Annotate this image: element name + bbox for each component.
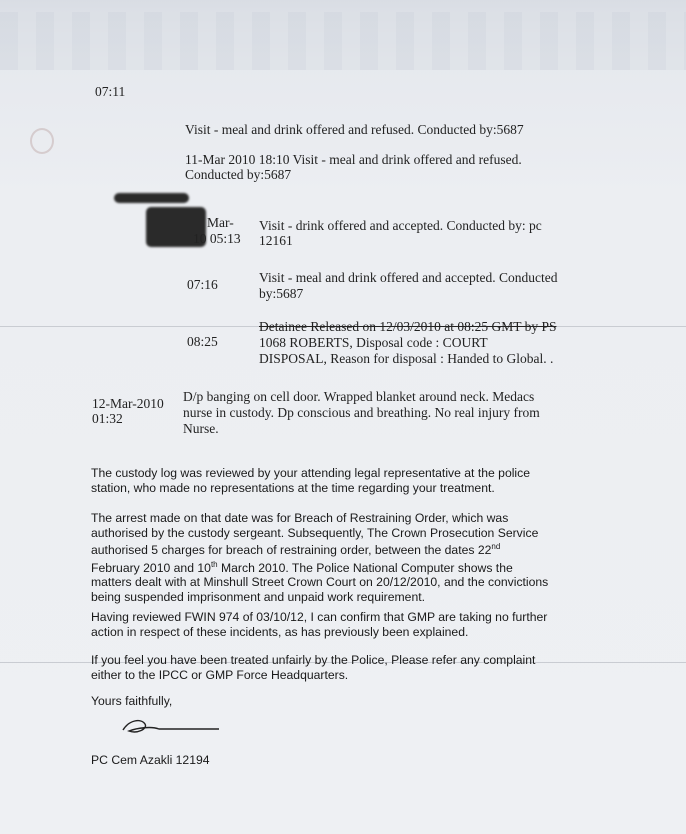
- log-entry: Detainee Released on 12/03/2010 at 08:25 GMT by PS: [259, 319, 557, 334]
- log-entry: Conducted by:5687: [185, 167, 292, 182]
- log-entry: Visit - meal and drink offered and accepted. Conducted: [259, 270, 558, 285]
- log-entry: 11-Mar 2010 18:10 Visit - meal and drink offered and refused.: [185, 152, 522, 167]
- paragraph: [91, 511, 611, 604]
- paragraph: [91, 610, 596, 639]
- log-time: 07:16: [187, 277, 218, 292]
- text-line: The custody log was reviewed by your attending legal representative at the police: [91, 466, 531, 480]
- paragraph: [91, 653, 596, 682]
- log-entry: by:5687: [259, 286, 304, 301]
- text-line: If you feel you have been treated unfairly by the Police, Please refer any complaint: [91, 653, 536, 667]
- log-time: 01:32: [92, 411, 123, 426]
- redaction-mark: [114, 193, 189, 203]
- log-entry: 12161: [259, 233, 293, 248]
- letterhead-band: [0, 12, 686, 70]
- signature: [115, 712, 225, 738]
- log-date: Mar-: [207, 215, 234, 230]
- log-date: 12-Mar-2010: [92, 396, 164, 411]
- closing: Yours faithfully,: [91, 694, 173, 708]
- text-line: Having reviewed FWIN 974 of 03/10/12, I can confirm that GMP are taking no further: [91, 610, 548, 624]
- log-entry: Nurse.: [183, 421, 219, 436]
- text-line: authorised by the custody sergeant. Subsequently, The Crown Prosecution Service: [91, 525, 539, 540]
- text-line: authorised 5 charges for breach of restraining order, between the dates 22nd: [91, 542, 501, 558]
- log-entry: Visit - meal and drink offered and refused. Conducted by:5687: [185, 122, 524, 137]
- log-date: 10 05:13: [193, 231, 241, 246]
- log-entry: Visit - drink offered and accepted. Conducted by: pc: [259, 218, 542, 233]
- police-crest-watermark: [30, 128, 54, 154]
- text-line: matters dealt with at Minshull Street Crown Court on 20/12/2010, and the convictions: [91, 575, 549, 590]
- paragraph: [91, 466, 596, 495]
- signer-name: PC Cem Azakli 12194: [91, 753, 210, 767]
- log-entry: nurse in custody. Dp conscious and breathing. No real injury from: [183, 405, 540, 420]
- log-time: 08:25: [187, 334, 218, 349]
- log-time: 07:11: [95, 84, 126, 99]
- text-line: February 2010 and 10th March 2010. The Police National Computer shows the: [91, 559, 513, 575]
- text-line: being suspended imprisonment and unpaid work requirement.: [91, 589, 426, 604]
- text-line: either to the IPCC or GMP Force Headquarters.: [91, 667, 349, 682]
- log-entry: D/p banging on cell door. Wrapped blanket around neck. Medacs: [183, 389, 535, 404]
- text-line: station, who made no representations at the time regarding your treatment.: [91, 480, 495, 495]
- log-entry: 1068 ROBERTS, Disposal code : COURT: [259, 335, 488, 350]
- text-line: action in respect of these incidents, as has previously been explained.: [91, 624, 469, 639]
- text-line: The arrest made on that date was for Breach of Restraining Order, which was: [91, 511, 509, 525]
- log-entry: DISPOSAL, Reason for disposal : Handed to Global. .: [259, 351, 554, 366]
